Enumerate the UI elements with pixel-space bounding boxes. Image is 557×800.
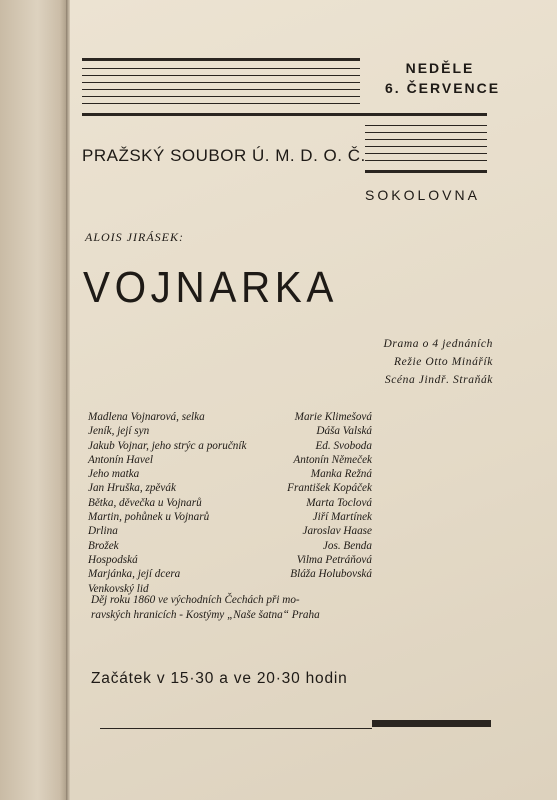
role-name: Martin, pohůnek u Vojnarů: [88, 511, 210, 524]
cast-row: [88, 553, 372, 567]
actor-name: Marta Toclová: [306, 496, 372, 509]
credit-genre: Drama o 4 jednáních: [383, 338, 493, 350]
actor-name: Manka Režná: [310, 468, 372, 481]
play-author: ALOIS JIRÁSEK:: [85, 230, 184, 244]
cast-row: [88, 467, 372, 481]
role-name: Drlina: [88, 525, 118, 538]
cast-row: [88, 481, 372, 495]
actor-name: Bláža Holubovská: [290, 568, 372, 581]
performance-date: [385, 58, 501, 98]
actor-name: Dáša Valská: [316, 425, 372, 438]
role-name: Jan Hruška, zpěvák: [88, 482, 176, 495]
start-times: Začátek v 15·30 a ve 20·30 hodin: [91, 670, 348, 687]
cast-list: [88, 410, 372, 596]
cast-row: [88, 439, 372, 453]
role-name: Bětka, děvečka u Vojnarů: [88, 496, 202, 509]
cast-row: [88, 424, 372, 438]
role-name: Brožek: [88, 539, 119, 552]
actor-name: Jiří Martínek: [312, 511, 372, 524]
cast-row: [88, 524, 372, 538]
credit-scenery: Scéna Jindř. Straňák: [384, 374, 493, 386]
setting-note: [91, 593, 373, 623]
cast-row: [88, 410, 372, 424]
note-line: Děj roku 1860 ve východních Čechách při mo-: [91, 594, 300, 606]
ensemble-name: PRAŽSKÝ SOUBOR Ú. M. D. O. Č.: [82, 146, 366, 165]
cast-row: [88, 453, 372, 467]
role-name: Antonín Havel: [88, 453, 153, 466]
play-title: VOJNARKA: [83, 263, 338, 312]
credit-director: Režie Otto Minářík: [394, 356, 493, 368]
cast-row: [88, 496, 372, 510]
note-line: ravských hranicích - Kostýmy „Naše šatna“ Praha: [91, 609, 320, 621]
role-name: Hospodská: [88, 553, 138, 566]
actor-name: Jaroslav Haase: [302, 525, 372, 538]
weekday: NEDĚLE: [405, 60, 475, 76]
actor-name: Vilma Petráňová: [296, 553, 372, 566]
actor-name: František Kopáček: [287, 482, 372, 495]
cast-row: [88, 539, 372, 553]
actor-name: Antonín Němeček: [293, 453, 372, 466]
role-name: Venkovský lid: [88, 582, 149, 595]
role-name: Madlena Vojnarová, selka: [88, 411, 205, 423]
cast-row: [88, 510, 372, 524]
book-spine-shadow: [0, 0, 68, 800]
venue: SOKOLOVNA: [365, 187, 480, 203]
role-name: Marjánka, její dcera: [88, 568, 181, 581]
role-name: Jakub Vojnar, jeho strýc a poručník: [88, 439, 247, 452]
production-credits: [360, 335, 493, 389]
role-name: Jeho matka: [88, 468, 140, 481]
actor-name: Ed. Svoboda: [315, 439, 372, 452]
actor-name: Marie Klimešová: [294, 411, 372, 423]
date: 6. ČERVENCE: [385, 80, 501, 96]
role-name: Jeník, její syn: [88, 425, 150, 438]
actor-name: Jos. Benda: [322, 539, 372, 552]
cast-row: [88, 567, 372, 581]
